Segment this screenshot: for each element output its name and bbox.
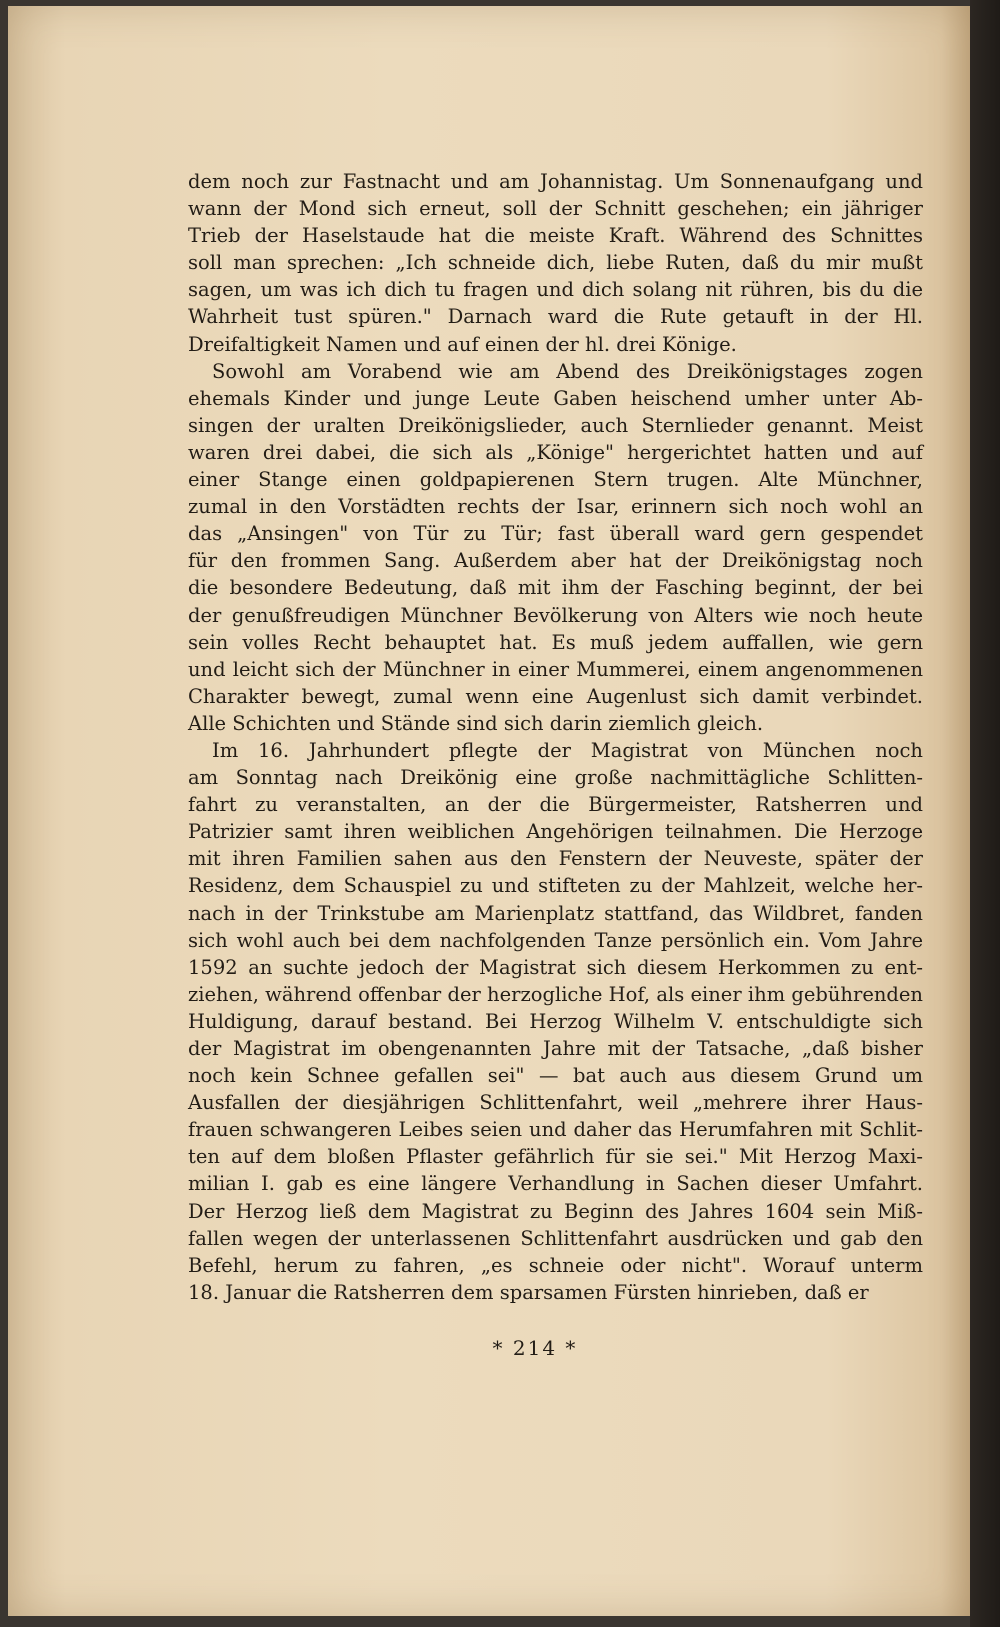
text-line: sein volles Recht behauptet hat. Es muß jedem auffallen, wie gern	[188, 630, 923, 654]
text-line: frauen schwangeren Leibes seien und daher das Herumfahren mit Schlit-	[188, 1118, 923, 1142]
text-line: Alle Schichten und Stände sind sich darin ziemlich gleich.	[188, 711, 764, 735]
text-line: einer Stange einen goldpapierenen Stern trugen. Alte Münchner,	[188, 468, 923, 492]
text-line: 1592 an suchte jedoch der Magistrat sich diesem Herkommen zu ent-	[188, 955, 923, 979]
text-line: milian I. gab es eine längere Verhandlung in Sachen dieser Umfahrt.	[188, 1172, 923, 1196]
text-line: mit ihren Familien sahen aus den Fenstern der Neuveste, später der	[188, 847, 923, 871]
paragraph	[188, 737, 923, 1306]
text-line: zumal in den Vorstädten rechts der Isar, erinnern sich noch wohl an	[188, 495, 923, 519]
text-line: Residenz, dem Schauspiel zu und stifteten zu der Mahlzeit, welche her-	[188, 874, 923, 898]
text-line: nach in der Trinkstube am Marienplatz stattfand, das Wildbret, fanden	[188, 901, 923, 925]
text-line: der Magistrat im obengenannten Jahre mit der Tatsache, „daß bisher	[188, 1037, 923, 1060]
text-line: Der Herzog ließ dem Magistrat zu Beginn des Jahres 1604 sein Miß-	[188, 1199, 923, 1223]
text-line: soll man sprechen: „Ich schneide dich, liebe Ruten, daß du mir mußt	[188, 251, 923, 275]
text-line: 18. Januar die Ratsherren dem sparsamen Fürsten hinrieben, daß er	[188, 1280, 869, 1304]
text-line: singen der uralten Dreikönigslieder, auch Sternlieder genannt. Meist	[188, 413, 923, 437]
text-line: Dreifaltigkeit Namen und auf einen der hl. drei Könige.	[188, 332, 737, 356]
text-line: Huldigung, darauf bestand. Bei Herzog Wilhelm V. entschuldigte sich	[188, 1009, 923, 1033]
page-number: * 214 *	[492, 1336, 578, 1360]
text-line: Im 16. Jahrhundert pflegte der Magistrat von München noch	[212, 738, 923, 762]
text-line: ten auf dem bloßen Pflaster gefährlich für sie sei." Mit Herzog Maxi-	[188, 1145, 923, 1169]
text-line: am Sonntag nach Dreikönig eine große nachmittägliche Schlitten-	[188, 766, 923, 790]
text-line: waren drei dabei, die sich als „Könige" hergerichtet hatten und auf	[188, 440, 923, 464]
text-line: fahrt zu veranstalten, an der die Bürgermeister, Ratsherren und	[188, 793, 923, 817]
text-line: der genußfreudigen Münchner Bevölkerung von Alters wie noch heute	[188, 603, 923, 627]
text-line: Ausfallen der diesjährigen Schlittenfahrt, weil „mehrere ihrer Haus-	[188, 1091, 923, 1115]
text-line: fallen wegen der unterlassenen Schlittenfahrt ausdrücken und gab den	[188, 1226, 923, 1250]
paragraph	[188, 168, 923, 358]
text-line: das „Ansingen" von Tür zu Tür; fast überall ward gern gespendet	[188, 522, 923, 546]
text-line: wann der Mond sich erneut, soll der Schnitt geschehen; ein jähriger	[188, 197, 923, 221]
text-line: Sowohl am Vorabend wie am Abend des Dreikönigstages zogen	[212, 359, 923, 383]
text-line: Wahrheit tust spüren." Darnach ward die Rute getauft in der Hl.	[188, 305, 923, 329]
body-text	[188, 168, 923, 1306]
text-line: für den frommen Sang. Außerdem aber hat der Dreikönigstag noch	[188, 549, 923, 573]
text-line: sich wohl auch bei dem nachfolgenden Tanze persönlich ein. Vom Jahre	[188, 928, 923, 952]
text-line: und leicht sich der Münchner in einer Mummerei, einem angenommenen	[188, 657, 923, 681]
book-page	[8, 6, 970, 1616]
text-line: Patrizier samt ihren weiblichen Angehörigen teilnahmen. Die Herzoge	[188, 820, 923, 844]
text-line: Charakter bewegt, zumal wenn eine Augenlust sich damit verbindet.	[188, 684, 923, 708]
text-line: Befehl, herum zu fahren, „es schneie oder nicht". Worauf unterm	[188, 1253, 923, 1277]
text-line: ziehen, während offenbar der herzogliche Hof, als einer ihm gebührenden	[188, 982, 923, 1006]
text-line: dem noch zur Fastnacht und am Johannistag. Um Sonnenaufgang und	[188, 170, 923, 193]
text-line: die besondere Bedeutung, daß mit ihm der Fasching beginnt, der bei	[188, 576, 923, 600]
page-edge-shadow	[970, 0, 1000, 1627]
text-line: noch kein Schnee gefallen sei" — bat auch aus diesem Grund um	[188, 1064, 923, 1088]
text-line: Trieb der Haselstaude hat die meiste Kraft. Während des Schnittes	[188, 224, 923, 248]
paragraph	[188, 358, 923, 737]
text-line: sagen, um was ich dich tu fragen und dich solang nit rühren, bis du die	[188, 278, 923, 302]
text-line: ehemals Kinder und junge Leute Gaben heischend umher unter Ab-	[188, 386, 923, 410]
